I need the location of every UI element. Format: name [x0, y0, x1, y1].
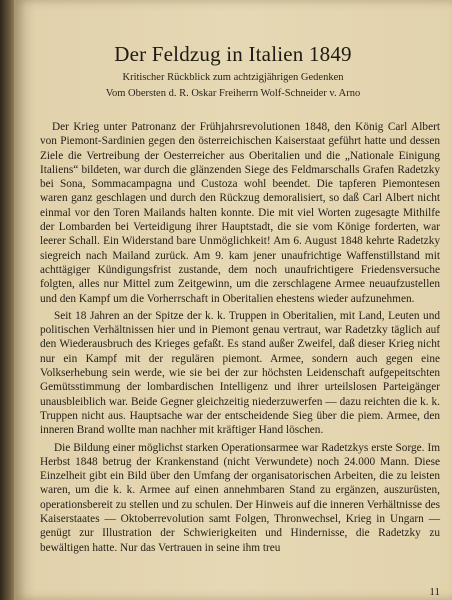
article-body: [40, 120, 440, 558]
article-title: Der Feldzug in Italien 1849: [114, 42, 352, 66]
book-page: [14, 0, 452, 600]
article-byline: Vom Obersten d. R. Oskar Freiherrn Wolf-Schneider v. Arno: [105, 88, 361, 99]
article-subtitle: Kritischer Rückblick zum achtzigjährigen Gedenken: [122, 72, 344, 83]
paragraph-3: Die Bildung einer möglichst starken Operationsarmee war Radetzkys erste Sorge. Im Herbst 1848 betrug der Krankenstand (nicht Verwundete) noch 24.000 Mann. Diese Einzelheit gibt ein Bild über den Umfang der organisatorischen Arbeiten, die zu leisten waren, um die k. k. Armee auf einen annehmbaren Stand zu ergänzen, auszurüsten, operationsbereit zu stellen und zu schulen. Der Hinweis auf die inneren Verhältnisse des Kaiserstaates — Oktoberrevolution samt Folgen, Thronwechsel, Krieg in Ungarn — genügt zur Illustration der Schwierigkeiten und Hindernisse, die Radetzky zu bewältigen hatte. Nur das Vertrauen in seine ihm treu: [40, 441, 440, 554]
paragraph-2: Seit 18 Jahren an der Spitze der k. k. Truppen in Oberitalien, mit Land, Leuten und politischen Verhältnissen hier und in Piemont genau vertraut, war Radetzky täglich auf den Wiederausbruch des Krieges gefaßt. Es stand außer Zweifel, daß dieser Krieg nicht nur ein Kampf mit der regulären piemont. Armee, sondern auch gegen eine Volkserhebung sein werde, wie sie bei der zur höchsten Leidenschaft aufgepeitschten Gemütsstimmung der lombardischen Intelligenz und ihrer urteilslosen Parteigänger unausbleiblich war. Beide Gegner gleichzeitig niederzuwerfen — dazu reichten die k. k. Truppen nicht aus. Hauptsache war der entscheidende Sieg über die piem. Armee, den inneren Brand wollte man nachher mit kräftiger Hand löschen.: [40, 309, 440, 437]
paragraph-1: Der Krieg unter Patronanz der Frühjahrsrevolutionen 1848, den König Carl Albert von Piemont-Sardinien gegen den österreichischen Kaiserstaat geführt hatte und dessen Ziele die Vertreibung der Oesterreicher aus Oberitalien und die „Nationale Einigung Italiens“ bildeten, war durch die glänzenden Siege des Feldmarschalls Grafen Radetzky bei Sona, Sommacampagna und Custoza wohl beendet. Die tapferen Piemontesen waren ganz geschlagen und durch den Rückzug demoralisiert, so daß Carl Albert nicht einmal vor den Toren Mailands halten konnte. Die mit viel Worten zugesagte Mithilfe der Lombarden bei Verteidigung ihrer Hauptstadt, die sie vom Könige forderten, war leerer Schall. Ein Widerstand bare Unmöglichkeit! Am 6. August 1848 kehrte Radetzky siegreich nach Mailand zurück. Am 9. kam jener unaufrichtige Waffenstillstand mit achttägiger Kündigungsfrist zustande, dem noch unaufrichtigere Friedensversuche folgten, alles nur Mittel zum Zeitgewinn, um die zerschlagene Armee neuaufzustellen und den Kampf um die Vorherrschaft in Oberitalien ehestens wieder aufzunehmen.: [40, 121, 440, 305]
page-number: 11: [429, 586, 440, 598]
